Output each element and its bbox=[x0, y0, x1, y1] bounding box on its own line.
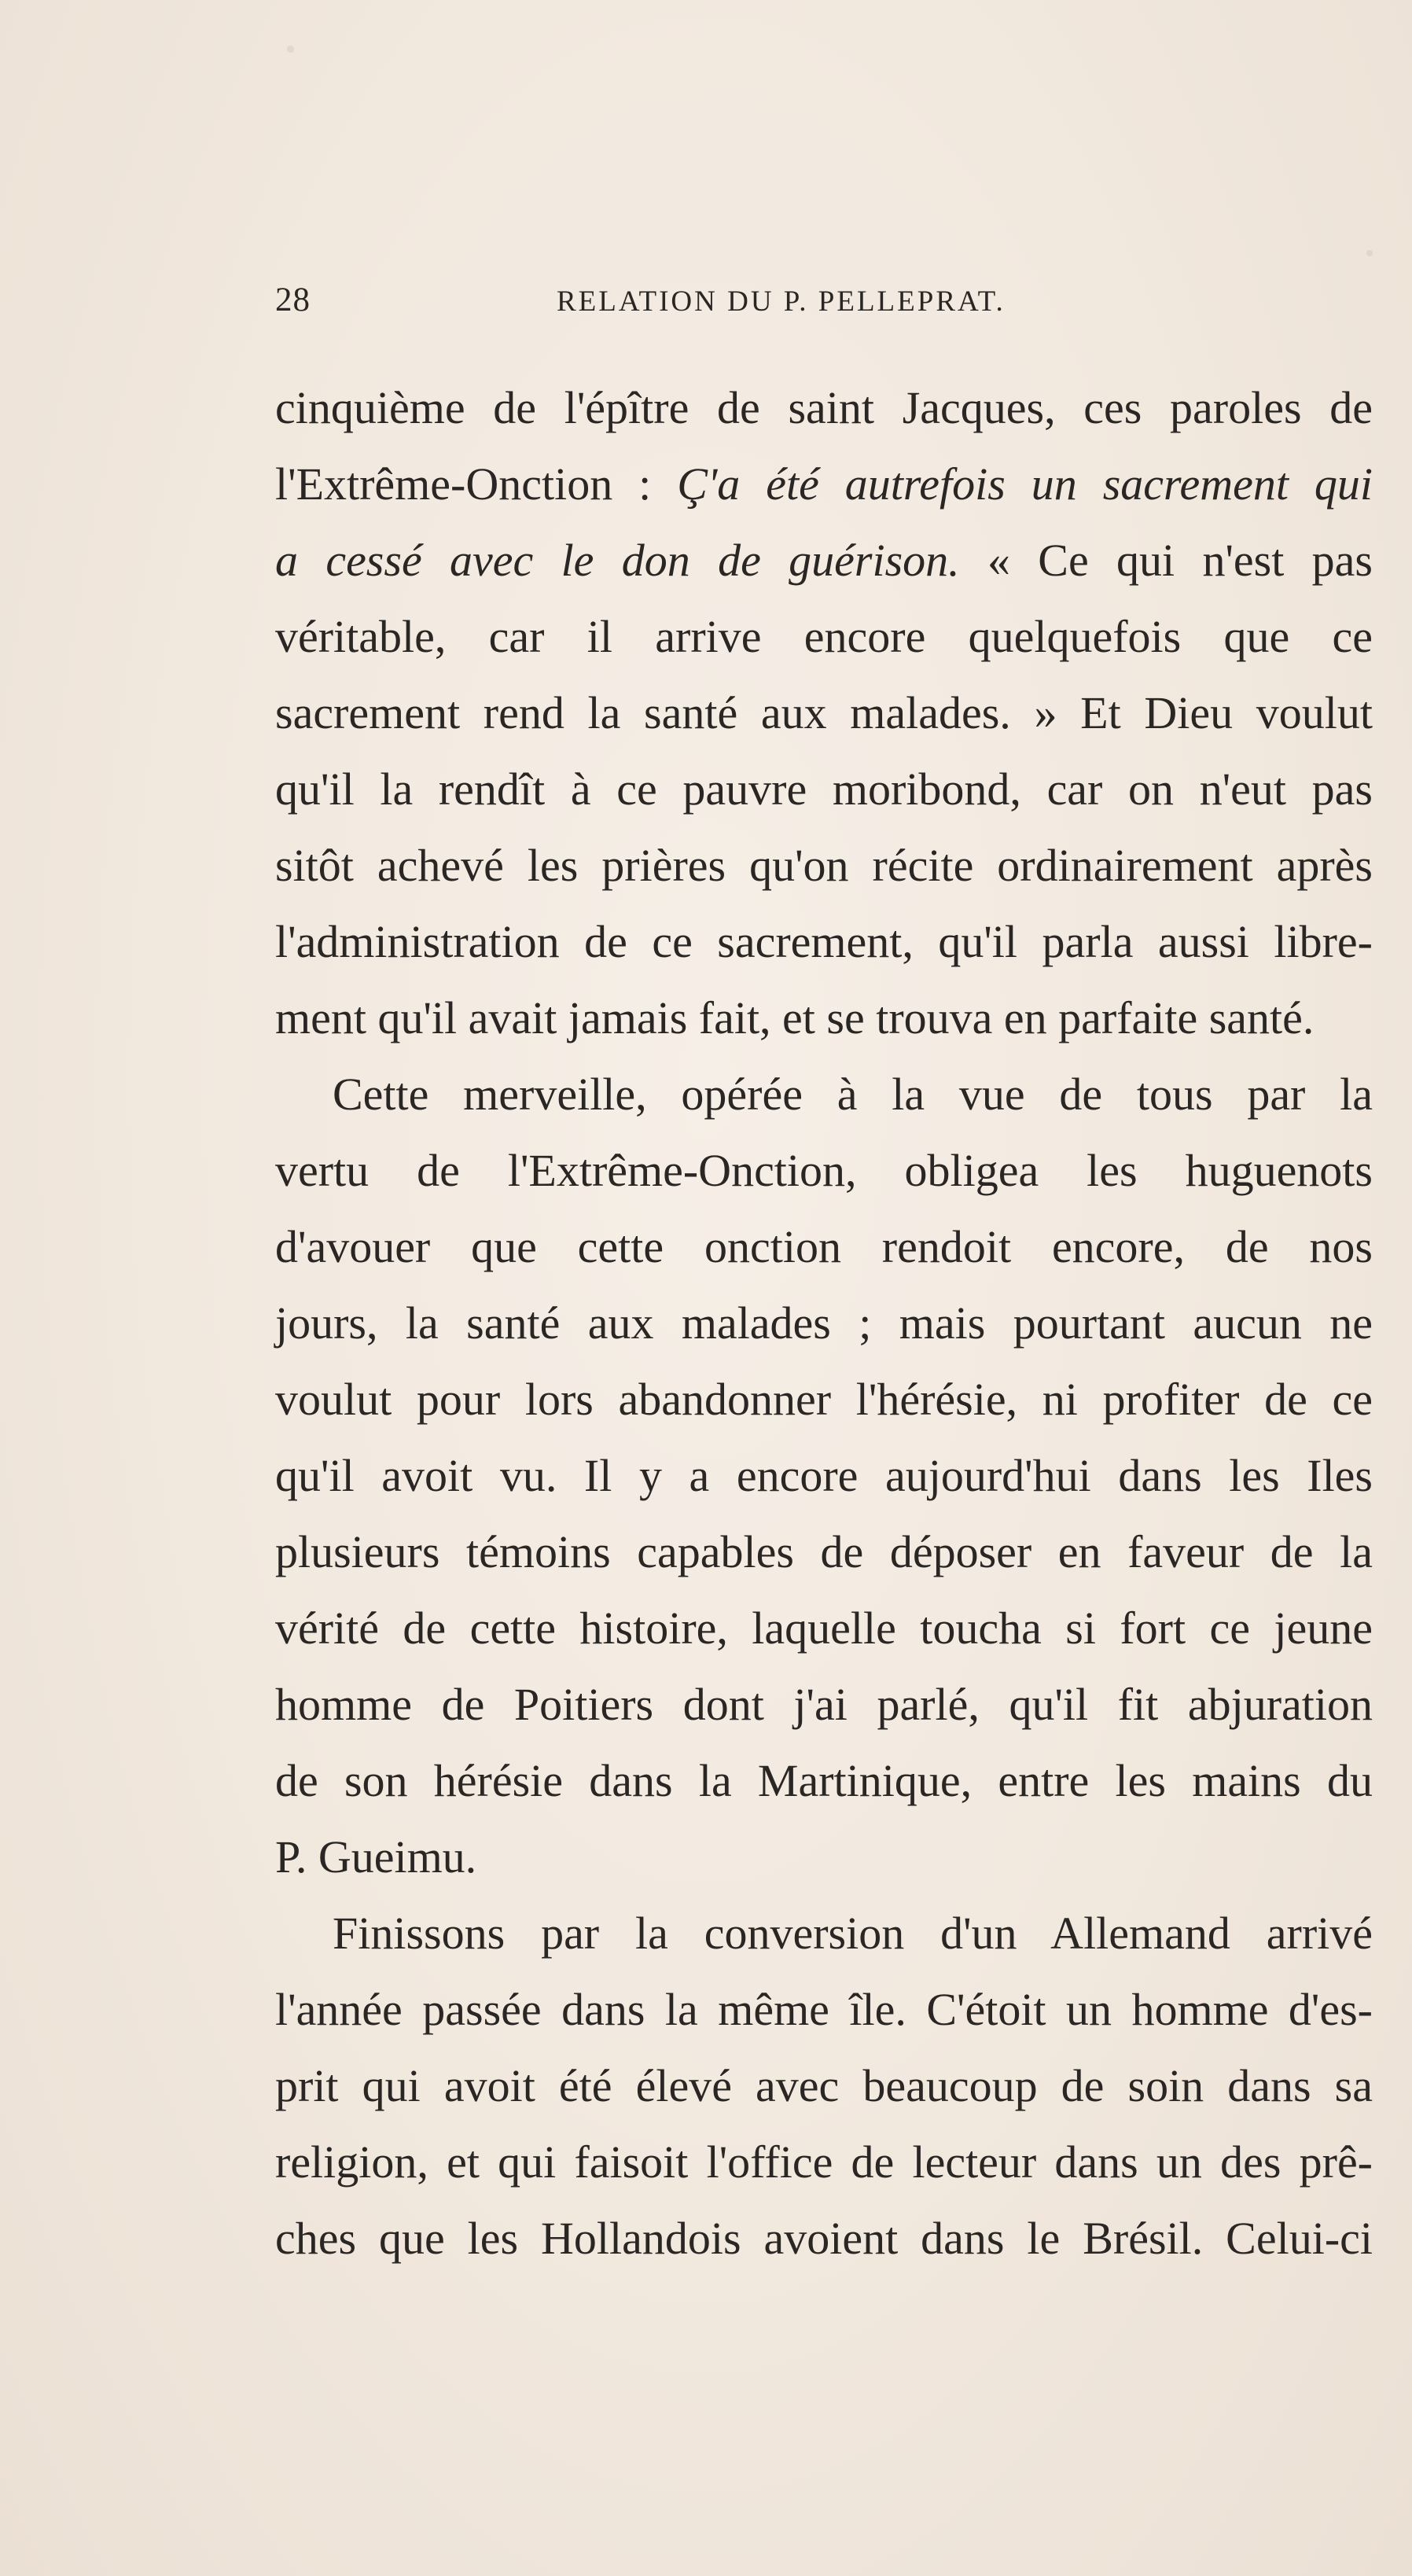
text-line: homme de Poitiers dont j'ai parlé, qu'il fit abjuration bbox=[275, 1679, 1373, 1730]
text-line: vertu de l'Extrême-Onction, obligea les huguenots bbox=[275, 1145, 1373, 1196]
paragraph-start-line: Finissons par la conversion d'un Allemand arrivé bbox=[333, 1908, 1373, 1959]
text-line: de son hérésie dans la Martinique, entre les mains du bbox=[275, 1755, 1373, 1806]
italic-quote: Ç'a été autrefois un sacrement qui bbox=[677, 458, 1373, 510]
text-line-with-italic bbox=[275, 446, 1373, 522]
text-line: d'avouer que cette onction rendoit encore, de nos bbox=[275, 1221, 1373, 1272]
paragraph-start-line: Cette merveille, opérée à la vue de tous par la bbox=[333, 1069, 1373, 1120]
text-line: qu'il la rendît à ce pauvre moribond, car on n'eut pas bbox=[275, 764, 1373, 815]
text-line: P. Gueimu. bbox=[275, 1831, 477, 1882]
text-line: véritable, car il arrive encore quelquefois que ce bbox=[275, 611, 1373, 662]
text-line: cinquième de l'épître de saint Jacques, ces paroles de bbox=[275, 382, 1373, 433]
paper-stain bbox=[1366, 250, 1373, 256]
text-line: sitôt achevé les prières qu'on récite ordinairement après bbox=[275, 840, 1373, 891]
running-head: RELATION DU P. PELLEPRAT. bbox=[557, 285, 1006, 318]
text-line: qu'il avoit vu. Il y a encore aujourd'hui dans les Iles bbox=[275, 1450, 1373, 1501]
page-header bbox=[275, 281, 1373, 328]
text-line: jours, la santé aux malades ; mais pourtant aucun ne bbox=[275, 1297, 1373, 1349]
text-line: voulut pour lors abandonner l'hérésie, ni profiter de ce bbox=[275, 1374, 1373, 1425]
page-number: 28 bbox=[275, 282, 311, 318]
text-line: ment qu'il avait jamais fait, et se trouva en parfaite santé. bbox=[275, 992, 1315, 1043]
text-line: sacrement rend la santé aux malades. » Et Dieu voulut bbox=[275, 687, 1373, 738]
text-line: ches que les Hollandois avoient dans le Brésil. Celui-ci bbox=[275, 2213, 1373, 2264]
body-text bbox=[275, 370, 1373, 2276]
text-line-with-italic bbox=[275, 522, 1373, 598]
text-line: l'année passée dans la même île. C'étoit un homme d'es- bbox=[275, 1984, 1373, 2035]
text-line: religion, et qui faisoit l'office de lecteur dans un des prê- bbox=[275, 2136, 1373, 2188]
text-segment: l'Extrême-Onction : bbox=[275, 458, 678, 510]
text-line: vérité de cette histoire, laquelle toucha si fort ce jeune bbox=[275, 1603, 1373, 1654]
text-line: plusieurs témoins capables de déposer en faveur de la bbox=[275, 1526, 1373, 1577]
text-line: prit qui avoit été élevé avec beaucoup de soin dans sa bbox=[275, 2060, 1373, 2111]
paper-stain bbox=[287, 46, 294, 53]
italic-quote: a cessé avec le don de guérison. bbox=[275, 535, 960, 586]
text-line: l'administration de ce sacrement, qu'il parla aussi libre- bbox=[275, 916, 1373, 967]
text-segment: « Ce qui n'est pas bbox=[959, 535, 1373, 586]
